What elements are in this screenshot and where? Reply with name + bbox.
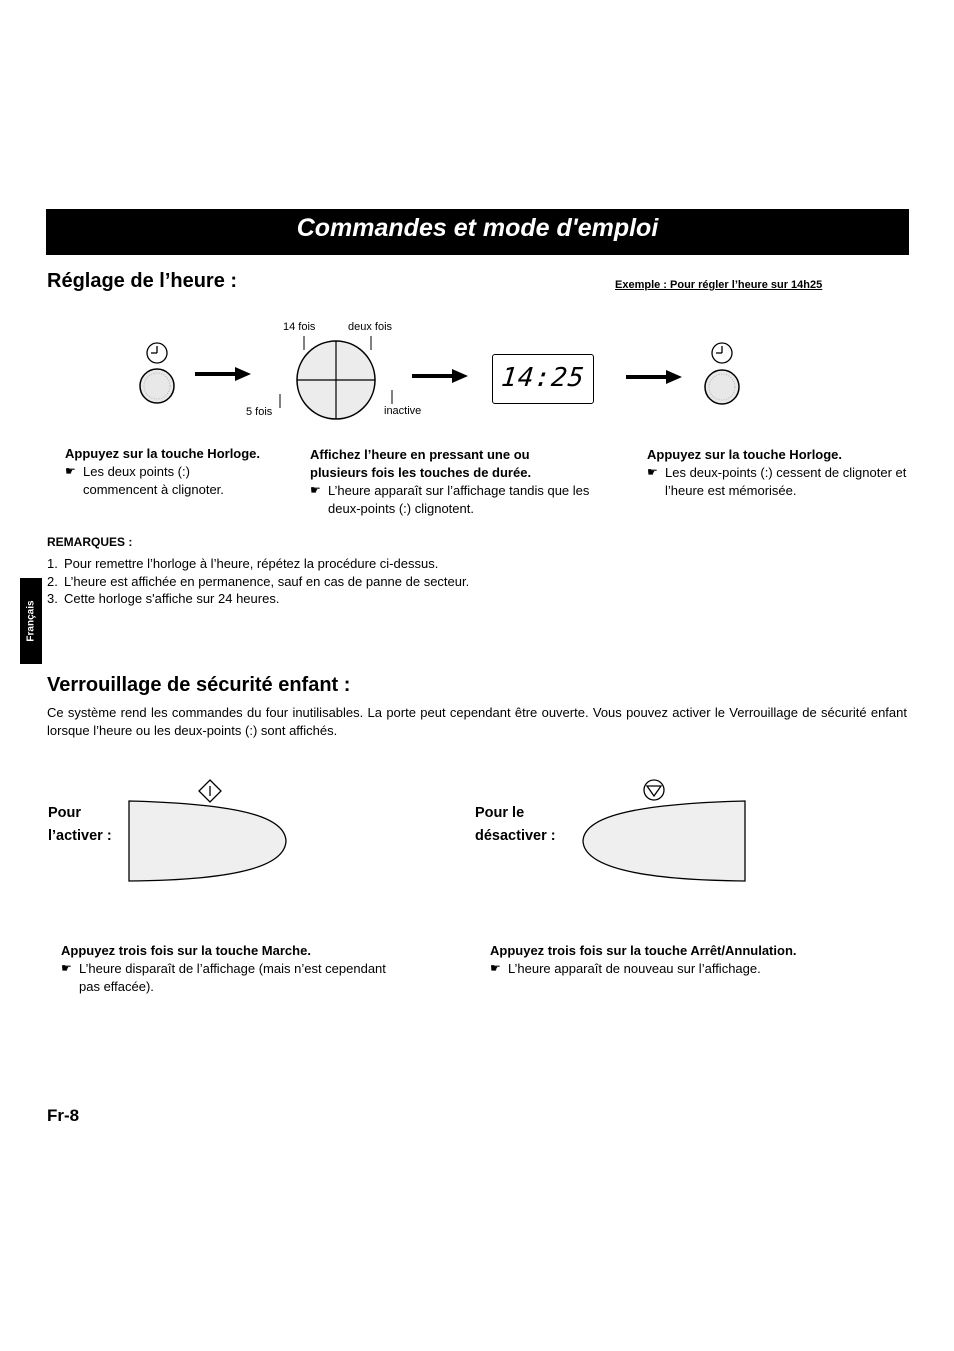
clock-step-3-bullet: Les deux-points (:) cessent de clignoter et l’heure est mémorisée. bbox=[665, 465, 907, 498]
page-number: Fr-8 bbox=[47, 1106, 80, 1125]
remarks-heading: REMARQUES : bbox=[47, 535, 133, 549]
time-display bbox=[492, 354, 594, 404]
deactivate-title: Appuyez trois fois sur la touche Arrêt/Annulation. bbox=[490, 943, 797, 958]
clock-step-1-bullet: Les deux points (:) commencent à clignoter. bbox=[83, 464, 224, 497]
clock-section-heading: Réglage de l’heure : bbox=[47, 270, 238, 292]
deactivate-bullet: L’heure apparaît de nouveau sur l’affichage. bbox=[508, 961, 761, 976]
stop-button-diagram bbox=[578, 778, 750, 886]
start-icon bbox=[199, 780, 221, 802]
clock-button-diagram-2 bbox=[703, 340, 743, 410]
pointing-hand-icon: ☛ bbox=[65, 464, 76, 478]
activate-label: Pour l’activer : bbox=[48, 805, 112, 844]
clock-button[interactable] bbox=[705, 370, 739, 404]
arrow-3 bbox=[626, 368, 682, 388]
activate-bullet: L’heure disparaît de l’affichage (mais n’est cependant pas effacée). bbox=[79, 961, 386, 994]
list-item: 1. Pour remettre l’horloge à l’heure, répétez la procédure ci-dessus. bbox=[47, 556, 439, 571]
clock-step-3-title: Appuyez sur la touche Horloge. bbox=[647, 447, 843, 462]
stop-icon bbox=[644, 780, 664, 800]
dial-label-inactive: inactive bbox=[384, 405, 422, 417]
list-item: 3. Cette horloge s'affiche sur 24 heures. bbox=[47, 591, 280, 607]
pointing-hand-icon: ☛ bbox=[61, 961, 72, 975]
clock-step-2-title: Affichez l’heure en pressant une ou plusieurs fois les touches de durée. bbox=[310, 447, 532, 480]
dial-label-deux-fois: deux fois bbox=[348, 321, 393, 333]
clock-step-2-bullet: L’heure apparaît sur l’affichage tandis que les deux-points (:) clignotent. bbox=[328, 483, 590, 516]
title-banner bbox=[46, 209, 909, 255]
language-tab-label: Français bbox=[25, 600, 37, 642]
clock-step-1 bbox=[65, 445, 265, 498]
dial-label-5-fois: 5 fois bbox=[246, 406, 273, 418]
dial-label-14-fois: 14 fois bbox=[283, 321, 316, 333]
clock-button[interactable] bbox=[140, 369, 174, 403]
clock-button-diagram-1 bbox=[138, 340, 178, 410]
page-title: Commandes et mode d'emploi bbox=[296, 214, 659, 242]
pointing-hand-icon: ☛ bbox=[647, 465, 658, 479]
list-item: 2. L’heure est affichée en permanence, sauf en cas de panne de secteur. bbox=[47, 573, 470, 589]
lock-section-intro: Ce système rend les commandes du four inutilisables. La porte peut cependant être ouverte. Vous pouvez activer le Verrouillage de sécurité enfant lorsque l’heure ou les deux-points (:) sont affichés. bbox=[47, 705, 907, 738]
arrow-2 bbox=[412, 367, 468, 387]
start-button[interactable] bbox=[129, 801, 286, 881]
clock-step-2 bbox=[310, 446, 590, 517]
deactivate-label: Pour le désactiver : bbox=[475, 805, 556, 844]
remarks-list bbox=[47, 555, 647, 608]
clock-step-3 bbox=[647, 446, 907, 499]
language-tab bbox=[20, 578, 42, 664]
lock-section-heading: Verrouillage de sécurité enfant : bbox=[47, 674, 351, 696]
clock-step-1-title: Appuyez sur la touche Horloge. bbox=[65, 446, 261, 461]
activate-title: Appuyez trois fois sur la touche Marche. bbox=[61, 943, 311, 958]
stop-button[interactable] bbox=[583, 801, 745, 881]
time-display-value: 14:25 bbox=[499, 363, 587, 393]
clock-icon bbox=[712, 343, 732, 363]
clock-example-note: Exemple : Pour régler l’heure sur 14h25 bbox=[615, 279, 823, 291]
clock-icon bbox=[147, 343, 167, 363]
pointing-hand-icon: ☛ bbox=[310, 483, 321, 497]
activate-instruction bbox=[61, 942, 391, 995]
start-button-diagram bbox=[125, 778, 295, 886]
deactivate-instruction bbox=[490, 942, 890, 978]
pointing-hand-icon: ☛ bbox=[490, 961, 501, 975]
